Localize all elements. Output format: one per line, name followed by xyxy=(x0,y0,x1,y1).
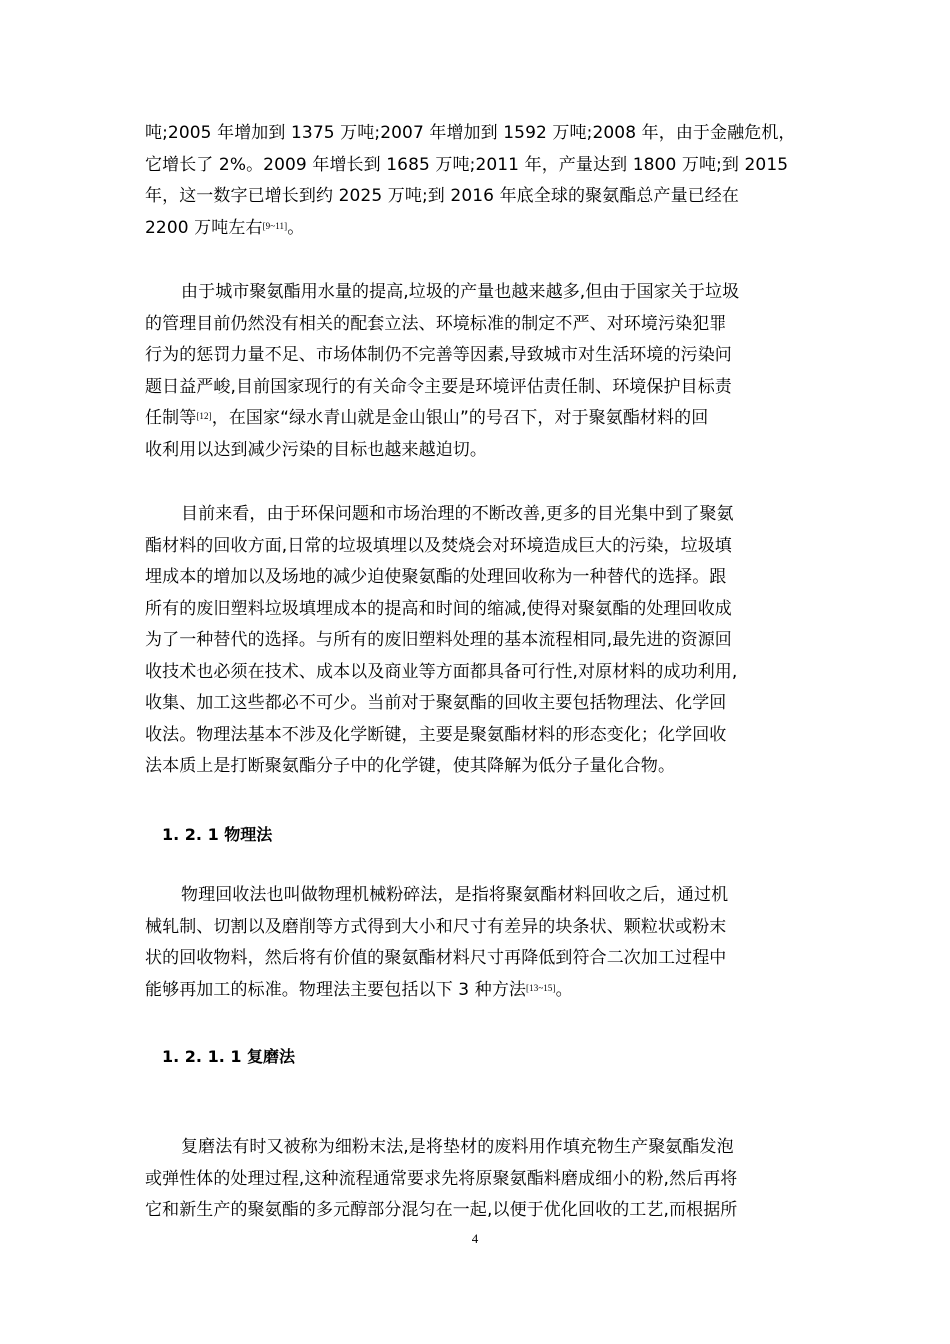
text-line: 埋成本的增加以及场地的减少迫使聚氨酯的处理回收称为一种替代的选择。跟 xyxy=(145,567,727,587)
text-line: 行为的惩罚力量不足、市场体制仍不完善等因素,导致城市对生活环境的污染问 xyxy=(145,345,732,365)
text-line: 械轧制、切割以及磨削等方式得到大小和尺寸有差异的块条状、颗粒状或粉末 xyxy=(145,916,727,937)
citation-superscript: [13~15] xyxy=(526,982,556,993)
text-line: 的管理目前仍然没有相关的配套立法、环境标准的制定不严、对环境污染犯罪 xyxy=(145,313,727,334)
text-line xyxy=(145,975,805,1007)
citation-superscript: [9~11] xyxy=(262,220,288,231)
paragraph-recycling-overview xyxy=(145,499,805,783)
citation-superscript: [12] xyxy=(196,411,212,421)
text-line: 吨;2005 年增加到 1375 万吨;2007 年增加到 1592 万吨;2008 年，由于金融危机， xyxy=(145,123,796,143)
paragraph-production-stats xyxy=(145,118,805,244)
section-heading-regrind-method: 1. 2. 1. 1 复磨法 xyxy=(162,1047,296,1066)
text-line: 状的回收物料，然后将有价值的聚氨酯材料尺寸再降低到符合二次加工过程中 xyxy=(145,948,727,968)
text-line: 收技术也必须在技术、成本以及商业等方面都具备可行性,对原材料的成功利用, xyxy=(145,661,738,682)
text-line: 复磨法有时又被称为细粉末法,是将垫材的废料用作填充物生产聚氨酯发泡 xyxy=(181,1137,734,1157)
paragraph-regrind-method xyxy=(145,1132,805,1227)
text-fragment: 任制等 xyxy=(145,408,197,428)
text-line: 物理回收法也叫做物理机械粉碎法，是指将聚氨酯材料回收之后，通过机 xyxy=(181,885,729,905)
text-fragment: ，在国家“绿水青山就是金山银山”的号召下，对于聚氨酯材料的回 xyxy=(211,408,709,428)
text-fragment: 2200 万吨左右 xyxy=(145,217,263,238)
text-fragment: 。 xyxy=(287,217,305,238)
text-line xyxy=(145,403,805,435)
text-line: 所有的废旧塑料垃圾填埋成本的提高和时间的缩减,使得对聚氨酯的处理回收成 xyxy=(145,598,732,619)
text-line: 收法。物理法基本不涉及化学断键，主要是聚氨酯材料的形态变化；化学回收 xyxy=(145,724,727,745)
text-fragment: 。 xyxy=(555,979,573,1000)
text-line: 法本质上是打断聚氨酯分子中的化学键，使其降解为低分子量化合物。 xyxy=(145,756,676,776)
text-line: 年，这一数字已增长到约 2025 万吨;到 2016 年底全球的聚氨酯总产量已经在 xyxy=(145,186,739,206)
text-line xyxy=(145,213,805,245)
text-line: 它和新生产的聚氨酯的多元醇部分混匀在一起,以便于优化回收的工艺,而根据所 xyxy=(145,1200,738,1220)
page-number: 4 xyxy=(471,1231,479,1246)
text-line: 收利用以达到减少污染的目标也越来越迫切。 xyxy=(145,439,487,460)
text-line: 由于城市聚氨酯用水量的提高,垃圾的产量也越来越多,但由于国家关于垃圾 xyxy=(181,282,740,302)
text-line: 酯材料的回收方面,日常的垃圾填埋以及焚烧会对环境造成巨大的污染，垃圾填 xyxy=(145,535,732,556)
text-line: 题日益严峻,目前国家现行的有关命令主要是环境评估责任制、环境保护目标责 xyxy=(145,376,732,397)
text-line: 目前来看，由于环保问题和市场治理的不断改善,更多的目光集中到了聚氨 xyxy=(181,504,734,524)
section-heading-physical-method: 1. 2. 1 物理法 xyxy=(162,825,273,844)
paragraph-pollution xyxy=(145,277,805,466)
text-line: 它增长了 2%。2009 年增长到 1685 万吨;2011 年，产量达到 1800 万吨;到 2015 xyxy=(145,154,789,175)
paragraph-physical-method xyxy=(145,880,805,1006)
text-fragment: 能够再加工的标准。物理法主要包括以下 3 种方法 xyxy=(145,979,527,1000)
text-line: 或弹性体的处理过程,这种流程通常要求先将原聚氨酯料磨成细小的粉,然后再将 xyxy=(145,1168,738,1189)
text-line: 收集、加工这些都必不可少。当前对于聚氨酯的回收主要包括物理法、化学回 xyxy=(145,693,727,713)
text-line: 为了一种替代的选择。与所有的废旧塑料处理的基本流程相同,最先进的资源回 xyxy=(145,630,732,650)
